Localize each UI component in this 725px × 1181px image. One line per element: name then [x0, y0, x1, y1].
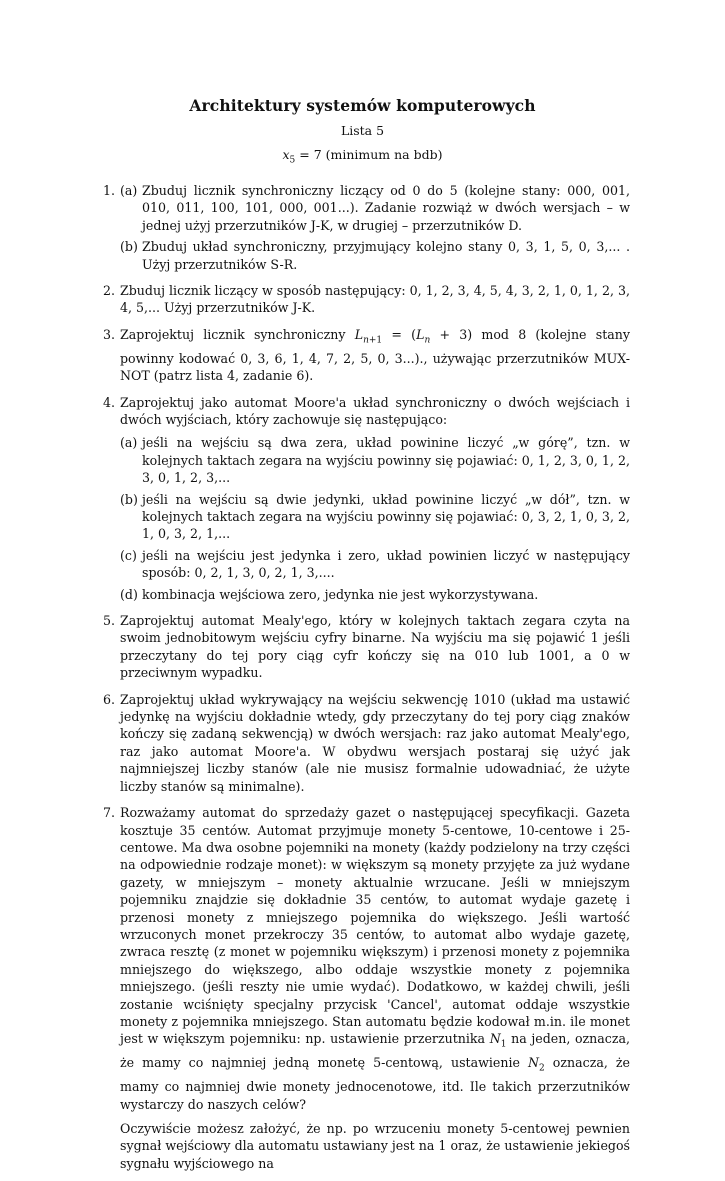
- exercise-number: 2.: [103, 283, 116, 299]
- points-note: $x_5 = 7$ (minimum na bdb): [282, 147, 443, 166]
- exercise-6: [103, 691, 630, 795]
- exercise-7: [103, 804, 630, 1172]
- exercise-1b: (b) Zbuduj układ synchroniczny, przyjmujący kolejno stany 0, 3, 1, 5, 0, 3,... . Użyj przerzutników S-R.: [120, 239, 630, 272]
- document-header: [0, 96, 725, 170]
- exercise-text-continued: Oczywiście możesz założyć, że np. po wrzuceniu monety 5-centowej pewnien sygnał wejściowy dla automatu ustawiany jest na 1 oraz, że ustawienie jekiegoś sygnału wyjściowego na: [120, 1121, 630, 1171]
- exercise-4d: (d) kombinacja wejściowa zero, jedynka nie jest wykorzystywana.: [120, 586, 539, 602]
- exercise-3: [103, 326, 630, 385]
- exercise-4: [103, 394, 630, 603]
- exercise-2: [103, 282, 630, 317]
- list-number: Lista 5: [340, 123, 385, 138]
- exercise-number: 6.: [103, 691, 116, 707]
- exercise-text: Rozważamy automat do sprzedaży gazet o następującej specyfikacji. Gazeta kosztuje 35 centów. Automat przyjmuje monety 5-centowe, 10-centowe i 25-centowe. Ma dwa osobne pojemniki na monety (każdy podzielony na trzy części na odpowiednie rodzaje monet): w większym są monety przyjęte za już wydane gazety, w mniejszym – monety aktualnie wrzucane. Jeśli w mniejszym pojemniku znajdzie się dokładnie 35 centów, to automat wydaje gazetę i przenosi monety z mniejszego pojemnika do większego. Jeśli wartość wrzuconych monet przekroczy 35 centów, to automat albo wydaje gazetę, zwraca resztę (z monet w pojemniku większym) i przenosi monety z pojemnika mniejszego do większego, albo oddaje wszystkie monety z pojemnika mniejszego. (jeśli reszty nie umie wydać). Dodatkowo, w każdej chwili, jeśli zostanie wciśnięty specjalny przycisk 'Cancel', automat oddaje wszystkie monety z pojemnika mniejszego. Stan automatu będzie kodował m.in. ile monet jest w większym pojemniku: np. ustawienie przerzutnika $N_1$ na jeden, oznacza, że mamy co najmniej jedną monetę 5-centową, ustawienie $N_2$ oznacza, że mamy co najmniej dwie monety jednocenotowe, itd. Ile takich przerzutników wystarczy do naszych celów?: [120, 805, 631, 1112]
- exercise-1: [103, 182, 630, 273]
- document-title: Architektury systemów komputerowych: [189, 96, 536, 115]
- exercise-4b: (b) jeśli na wejściu są dwie jedynki, układ powinine liczyć „w dół”, tzn. w kolejnych taktach zegara na wyjściu powinny się pojawiać: 0, 3, 2, 1, 0, 3, 2, 1, 0, 3, 2, 1,...: [120, 491, 630, 542]
- exercise-number: 7.: [103, 805, 116, 821]
- exercise-list: [103, 182, 630, 1181]
- exercise-text: Zaprojektuj licznik synchroniczny $L_{n+1} = (L_n + 3)$ mod 8 (kolejne stany powinny kodować 0, 3, 6, 1, 4, 7, 2, 5, 0, 3...)., używając przerzutników MUX-NOT (patrz lista 4, zadanie 6).: [120, 326, 630, 384]
- exercise-text: Zaprojektuj układ wykrywający na wejściu sekwencję 1010 (układ ma ustawić jedynkę na wyjściu dokładnie wtedy, gdy przeczytany do tej pory ciąg znaków kończy się zadaną sekwencją) w dwóch wersjach: raz jako automat Mealy'ego, raz jako automat Moore'a. W obydwu wersjach postaraj się użyć jak najmniejszej liczby stanów (ale nie musisz formalnie udowadniać, że użyte liczby stanów są minimalne).: [120, 691, 630, 794]
- exercise-number: 5.: [103, 613, 116, 629]
- exercise-4a: (a) jeśli na wejściu są dwa zera, układ powinine liczyć „w górę”, tzn. w kolejnych taktach zegara na wyjściu powinny się pojawiać: 0, 1, 2, 3, 0, 1, 2, 3, 0, 1, 2, 3,...: [120, 435, 630, 486]
- sub-item-list: [120, 434, 630, 603]
- exercise-text: Zbuduj licznik synchroniczny liczący od 0 do 5 (kolejne stany: 000, 001, 010, 011, 100, 101, 000, 001...). Zadanie rozwiąż w dwóch wersjach – w jednej użyj przerzutników J-K, w drugiej – przerzutników D.: [142, 183, 630, 233]
- exercise-text: Zaprojektuj jako automat Moore'a układ synchroniczny o dwóch wejściach i dwóch wyjściach, który zachowuje się następująco:: [120, 394, 630, 427]
- exercise-text: Zbuduj układ synchroniczny, przyjmujący kolejno stany 0, 3, 1, 5, 0, 3,... . Użyj przerzutników S-R.: [142, 239, 630, 272]
- exercise-text: Zaprojektuj automat Mealy'ego, który w kolejnych taktach zegara czyta na swoim jednobitowym wejściu cyfry binarne. Na wyjściu ma się pojawić 1 jeśli przeczytany do tej pory ciąg cyfr kończy się na 010 lub 1001, a 0 w przeciwnym wypadku.: [120, 613, 630, 681]
- exercise-4c: (c) jeśli na wejściu jest jedynka i zero, układ powinien liczyć w następujący sposób: 0, 2, 1, 3, 0, 2, 1, 3,....: [120, 547, 630, 581]
- exercise-number: 4.: [103, 394, 116, 410]
- exercise-1a: (a) Zbuduj licznik synchroniczny liczący od 0 do 5 (kolejne stany: 000, 001, 010, 011, 100, 101, 000, 001...). Zadanie rozwiąż w dwóch wersjach – w jednej użyj przerzutników J-K, w drugiej – przerzutników D.: [120, 183, 630, 233]
- exercise-text: Zbuduj licznik liczący w sposób następujący: 0, 1, 2, 3, 4, 5, 4, 3, 2, 1, 0, 1, 2, 3, 4, 5,... Użyj przerzutników J-K.: [120, 283, 630, 316]
- exercise-number: 1.: [103, 183, 116, 198]
- exercise-5: [103, 612, 630, 682]
- exercise-number: 3.: [103, 326, 116, 342]
